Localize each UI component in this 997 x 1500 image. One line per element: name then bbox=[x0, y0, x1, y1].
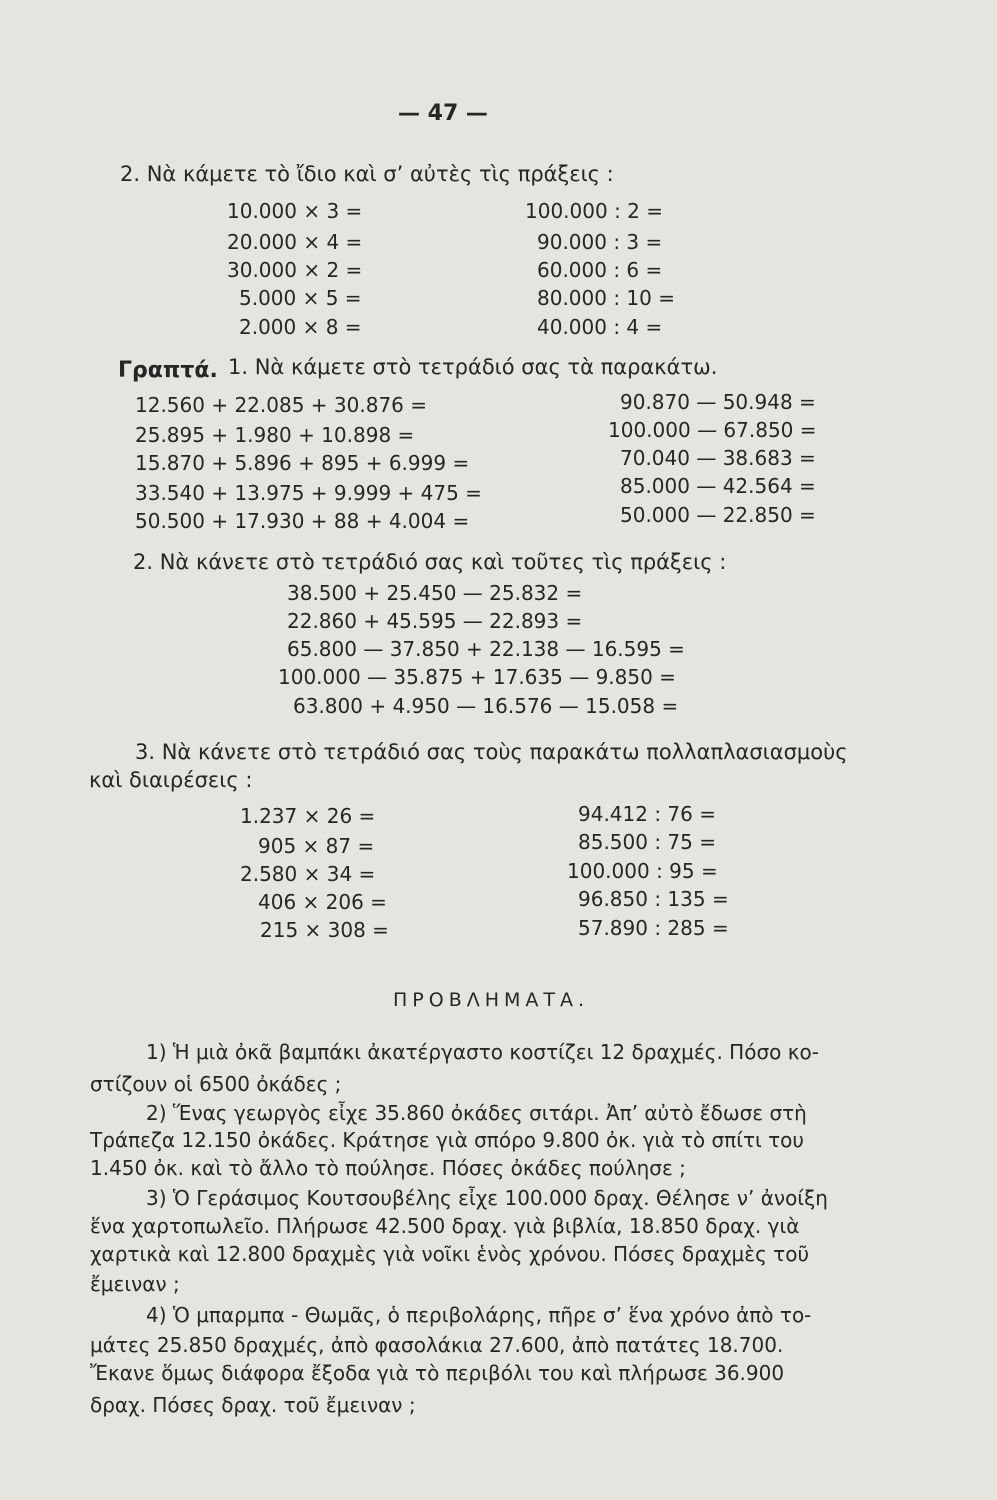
problem-line-7: ἕνα χαρτοπωλεῖο. Πλήρωσε 42.500 δραχ. γιὰ βιβλία, 18.850 δραχ. γιὰ bbox=[90, 1214, 800, 1238]
written-1-left-4: 33.540 + 13.975 + 9.999 + 475 = bbox=[135, 481, 482, 505]
problem-line-11: μάτες 25.850 δραχμές, ἀπὸ φασολάκια 27.600, ἀπὸ πατάτες 18.700. bbox=[90, 1333, 784, 1357]
oral-2-left-5: 2.000 × 8 = bbox=[239, 315, 362, 339]
problem-line-4: Τράπεζα 12.150 ὀκάδες. Κράτησε γιὰ σπόρο 9.800 ὀκ. γιὰ τὸ σπίτι του bbox=[90, 1128, 804, 1152]
problem-line-3: 2) Ἕνας γεωργὸς εἶχε 35.860 ὀκάδες σιτάρι. Ἀπ’ αὐτὸ ἔδωσε στὴ bbox=[146, 1101, 807, 1125]
oral-2-left-2: 20.000 × 4 = bbox=[227, 230, 363, 254]
written-2-line-5: 63.800 + 4.950 — 16.576 — 15.058 = bbox=[293, 694, 679, 718]
problem-line-6: 3) Ὁ Γεράσιμος Κουτσουβέλης εἶχε 100.000 δραχ. Θέλησε ν’ ἀνοίξη bbox=[146, 1186, 828, 1210]
written-2-heading: 2. Νὰ κάνετε στὸ τετράδιό σας καὶ τοῦτες τὶς πράξεις : bbox=[133, 550, 727, 574]
written-3-heading-2: καὶ διαιρέσεις : bbox=[89, 768, 253, 792]
oral-2-left-3: 30.000 × 2 = bbox=[227, 258, 363, 282]
written-1-left-5: 50.500 + 17.930 + 88 + 4.004 = bbox=[135, 509, 470, 533]
written-1-heading: 1. Νὰ κάμετε στὸ τετράδιό σας τὰ παρακάτω. bbox=[228, 355, 718, 379]
oral-2-right-3: 60.000 : 6 = bbox=[537, 258, 663, 282]
oral-2-right-2: 90.000 : 3 = bbox=[537, 230, 663, 254]
problem-line-8: χαρτικὰ καὶ 12.800 δραχμὲς γιὰ νοῖκι ἑνὸς χρόνου. Πόσες δραχμὲς τοῦ bbox=[90, 1242, 810, 1266]
written-2-line-3: 65.800 — 37.850 + 22.138 — 16.595 = bbox=[287, 637, 685, 661]
written-3-left-3: 2.580 × 34 = bbox=[240, 862, 376, 886]
problem-line-10: 4) Ὁ μπαρμπα - Θωμᾶς, ὁ περιβολάρης, πῆρε σ’ ἕνα χρόνο ἀπὸ το- bbox=[146, 1303, 812, 1327]
written-3-right-3: 100.000 : 95 = bbox=[567, 859, 718, 883]
problems-title: ΠΡΟΒΛΗΜΑΤΑ. bbox=[393, 989, 590, 1011]
written-3-right-2: 85.500 : 75 = bbox=[578, 830, 716, 854]
written-2-line-4: 100.000 — 35.875 + 17.635 — 9.850 = bbox=[278, 665, 676, 689]
written-1-left-1: 12.560 + 22.085 + 30.876 = bbox=[135, 393, 428, 417]
written-3-right-5: 57.890 : 285 = bbox=[578, 916, 729, 940]
written-1-left-2: 25.895 + 1.980 + 10.898 = bbox=[135, 423, 415, 447]
oral-2-right-5: 40.000 : 4 = bbox=[537, 315, 663, 339]
oral-2-left-1: 10.000 × 3 = bbox=[227, 199, 363, 223]
written-3-left-2: 905 × 87 = bbox=[258, 834, 375, 858]
written-1-right-4: 85.000 — 42.564 = bbox=[620, 474, 816, 498]
written-1-right-3: 70.040 — 38.683 = bbox=[620, 446, 816, 470]
written-1-right-2: 100.000 — 67.850 = bbox=[608, 418, 817, 442]
written-3-heading-1: 3. Νὰ κάνετε στὸ τετράδιό σας τοὺς παρακάτω πολλαπλασιασμοὺς bbox=[135, 740, 848, 764]
oral-2-right-1: 100.000 : 2 = bbox=[525, 199, 663, 223]
written-3-right-4: 96.850 : 135 = bbox=[578, 887, 729, 911]
problem-line-9: ἔμειναν ; bbox=[90, 1272, 180, 1296]
page-number: — 47 — bbox=[398, 101, 488, 126]
written-1-right-1: 90.870 — 50.948 = bbox=[620, 390, 816, 414]
problem-line-2: στίζουν οἱ 6500 ὀκάδες ; bbox=[90, 1072, 342, 1096]
problem-line-13: δραχ. Πόσες δραχ. τοῦ ἔμειναν ; bbox=[90, 1393, 416, 1417]
written-3-left-5: 215 × 308 = bbox=[260, 918, 389, 942]
oral-2-left-4: 5.000 × 5 = bbox=[239, 286, 362, 310]
written-3-left-4: 406 × 206 = bbox=[258, 890, 387, 914]
oral-2-heading: 2. Νὰ κάμετε τὸ ἴδιο καὶ σ’ αὐτὲς τὶς πράξεις : bbox=[120, 162, 614, 186]
written-1-left-3: 15.870 + 5.896 + 895 + 6.999 = bbox=[135, 451, 470, 475]
problem-line-5: 1.450 ὀκ. καὶ τὸ ἄλλο τὸ πούλησε. Πόσες ὀκάδες πούλησε ; bbox=[90, 1156, 686, 1180]
written-2-line-2: 22.860 + 45.595 — 22.893 = bbox=[287, 609, 583, 633]
oral-2-right-4: 80.000 : 10 = bbox=[537, 286, 675, 310]
written-2-line-1: 38.500 + 25.450 — 25.832 = bbox=[287, 581, 583, 605]
written-3-left-1: 1.237 × 26 = bbox=[240, 804, 376, 828]
written-label: Γραπτά. bbox=[118, 358, 218, 383]
problem-line-1: 1) Ἡ μιὰ ὀκᾶ βαμπάκι ἀκατέργαστο κοστίζει 12 δραχμές. Πόσο κο- bbox=[146, 1040, 819, 1064]
problem-line-12: Ἔκανε ὅμως διάφορα ἔξοδα γιὰ τὸ περιβόλι του καὶ πλήρωσε 36.900 bbox=[90, 1361, 785, 1385]
written-3-right-1: 94.412 : 76 = bbox=[578, 802, 716, 826]
written-1-right-5: 50.000 — 22.850 = bbox=[620, 503, 816, 527]
